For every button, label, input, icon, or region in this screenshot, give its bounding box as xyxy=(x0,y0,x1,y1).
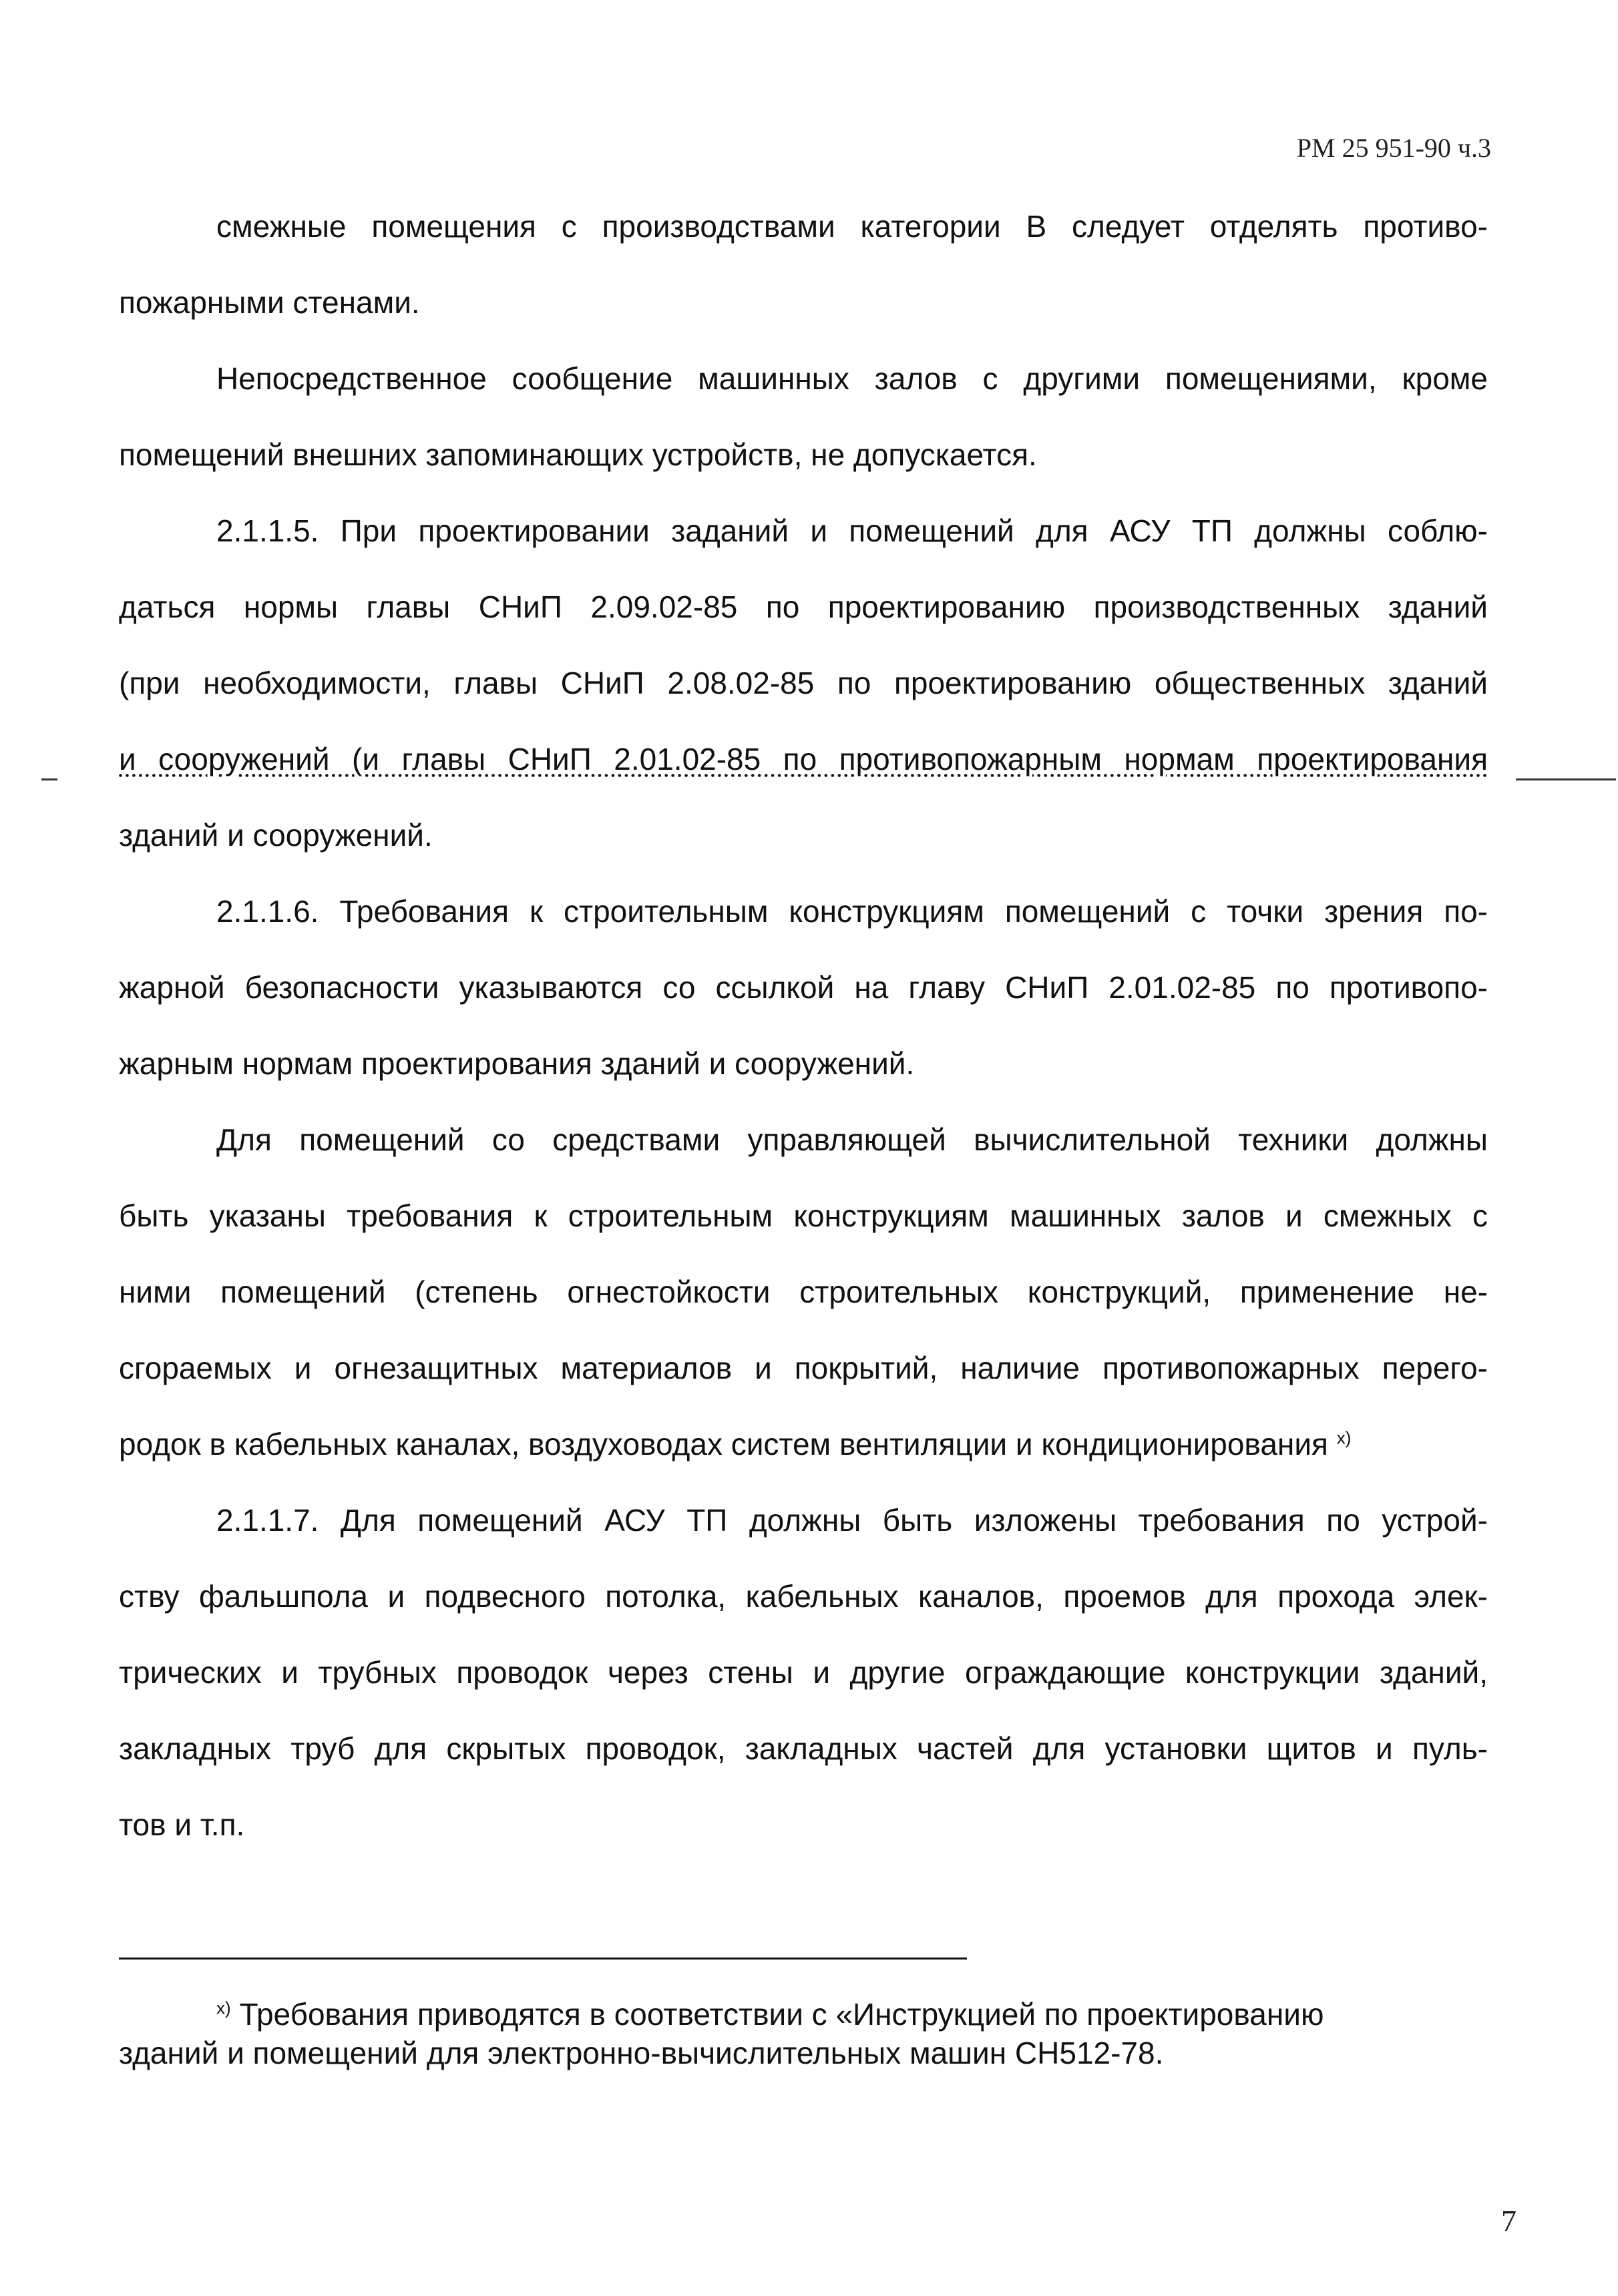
footnote-text: Требования приводятся в соответствии с «Инструкцией по проектированию xyxy=(239,1997,1324,2032)
text-line: сгораемых и огнезащитных материалов и покрытий, наличие противопожарных перего- xyxy=(119,1351,1488,1385)
text-line xyxy=(119,721,1488,797)
footnote-line xyxy=(119,1995,1454,2034)
text-line: Непосредственное сообщение машинных залов с другими помещениями, кроме xyxy=(216,361,1488,396)
text-line: трических и трубных проводок через стены и другие ограждающие конструкции зданий, xyxy=(119,1655,1488,1690)
text-line: смежные помещения с производствами категории В следует отделять противо- xyxy=(216,209,1488,244)
text-line-content: родок в кабельных каналах, воздуховодах систем вентиляции и кондиционирования xyxy=(119,1427,1328,1461)
scan-mark xyxy=(1516,778,1616,780)
text-line: 2.1.1.7. Для помещений АСУ ТП должны быть изложены требования по устрой- xyxy=(216,1503,1488,1538)
page-number: 7 xyxy=(1501,2204,1516,2238)
text-line: жарной безопасности указываются со ссылкой на главу СНиП 2.01.02-85 по противопо- xyxy=(119,970,1488,1005)
text-line: ними помещений (степень огнестойкости строительных конструкций, применение не- xyxy=(119,1275,1488,1309)
scan-mark xyxy=(41,778,57,780)
document-header: РМ 25 951-90 ч.3 xyxy=(1296,133,1491,163)
text-line: ству фальшпола и подвесного потолка, кабельных каналов, проемов для прохода элек- xyxy=(119,1579,1488,1614)
text-line: закладных труб для скрытых проводок, закладных частей для установки щитов и пуль- xyxy=(119,1731,1488,1766)
text-line: зданий и сооружений. xyxy=(119,818,433,853)
text-line: жарным нормам проектирования зданий и сооружений. xyxy=(119,1046,915,1081)
footnote-reference: х) xyxy=(1336,1427,1352,1448)
footnote xyxy=(119,1995,1454,2072)
underlined-text: и сооружений (и главы СНиП 2.01.02-85 по противопожарным нормам проектирования xyxy=(119,742,1488,776)
text-line: 2.1.1.6. Требования к строительным конструкциям помещений с точки зрения по- xyxy=(216,894,1488,929)
text-line xyxy=(119,1406,1488,1482)
text-line: 2.1.1.5. При проектировании заданий и помещений для АСУ ТП должны соблю- xyxy=(216,513,1488,548)
footnote-line: зданий и помещений для электронно-вычислительных машин СН512-78. xyxy=(119,2036,1164,2070)
text-line: тов и т.п. xyxy=(119,1807,245,1842)
footnote-separator xyxy=(119,1958,967,1960)
text-line: быть указаны требования к строительным конструкциям машинных залов и смежных с xyxy=(119,1198,1488,1233)
text-line: Для помещений со средствами управляющей вычислительной техники должны xyxy=(216,1122,1488,1157)
text-line: (при необходимости, главы СНиП 2.08.02-85 по проектированию общественных зданий xyxy=(119,666,1488,700)
text-line: даться нормы главы СНиП 2.09.02-85 по проектированию производственных зданий xyxy=(119,590,1488,624)
text-line: пожарными стенами. xyxy=(119,285,420,320)
text-line: помещений внешних запоминающих устройств, не допускается. xyxy=(119,437,1037,472)
footnote-mark: х) xyxy=(216,1998,231,2018)
body-text xyxy=(119,188,1488,1863)
